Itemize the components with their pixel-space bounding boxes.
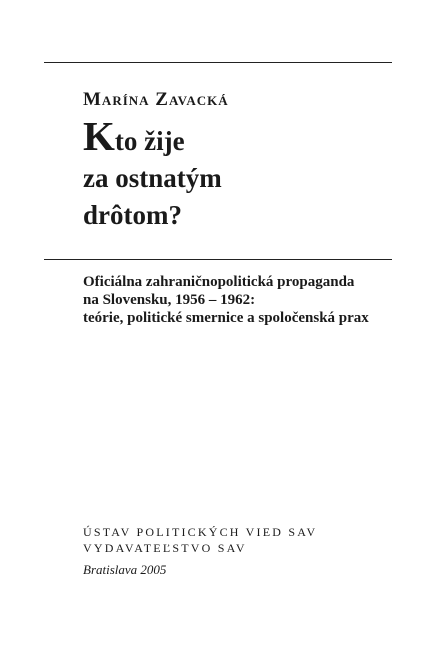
subtitle-line-2: na Slovensku, 1956 – 1962:	[83, 292, 256, 308]
book-title	[83, 113, 222, 234]
title-line-2: za ostnatým	[83, 163, 222, 193]
title-line-3: drôtom?	[83, 200, 182, 230]
title-line-1	[83, 113, 222, 160]
publisher-block	[83, 524, 317, 556]
imprint-place-year: Bratislava 2005	[83, 562, 167, 577]
subtitle-line-3: teórie, politické smernice a spoločenská prax	[83, 310, 369, 326]
middle-rule	[44, 259, 392, 260]
top-rule	[44, 62, 392, 63]
title-line-1-rest: to žije	[114, 126, 185, 156]
publisher-house: VYDAVATEĽSTVO SAV	[83, 541, 247, 555]
publisher-institute: ÚSTAV POLITICKÝCH VIED SAV	[83, 525, 318, 539]
author-name: Marína Zavacká	[83, 89, 229, 110]
title-initial: K	[83, 113, 115, 159]
book-subtitle	[83, 273, 369, 327]
subtitle-line-1: Oficiálna zahraničnopolitická propaganda	[83, 274, 355, 290]
